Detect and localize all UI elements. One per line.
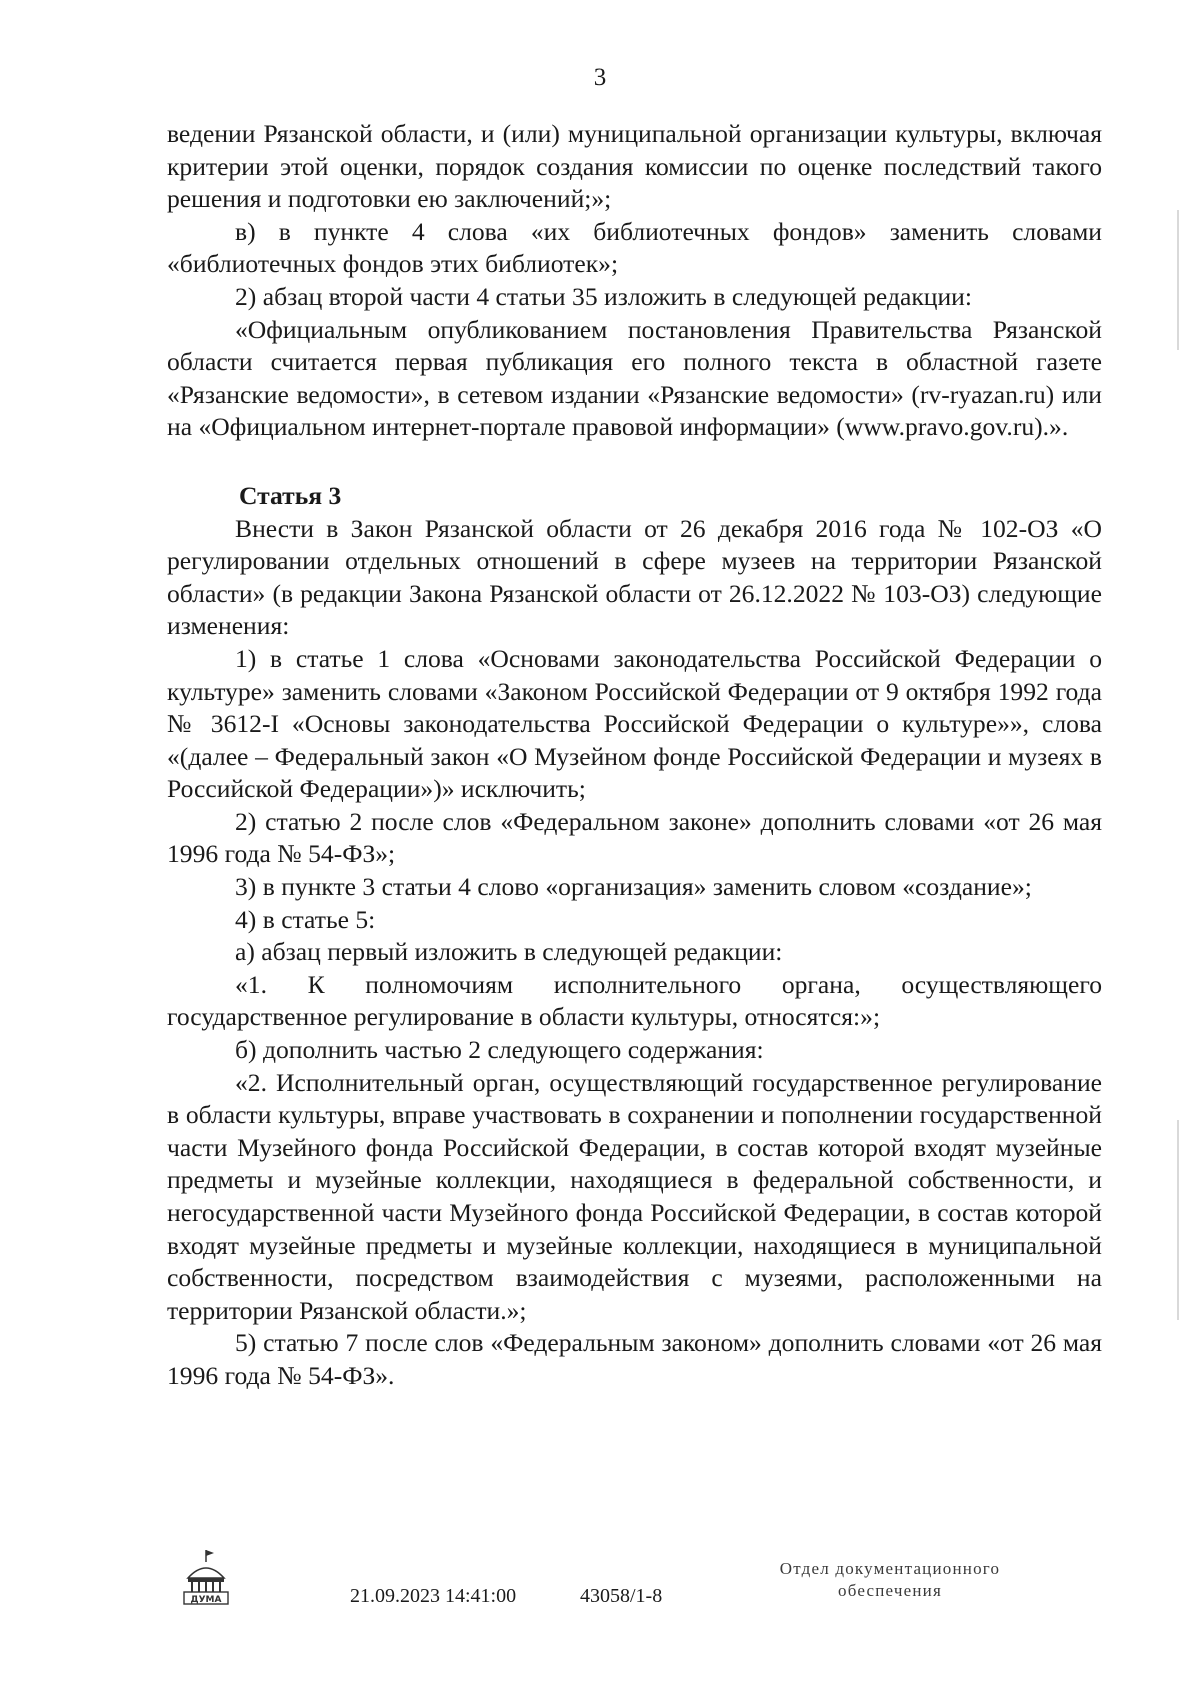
paragraph: в) в пункте 4 слова «их библиотечных фондов» заменить словами «библиотечных фондов этих библиотек»;: [167, 216, 1102, 279]
seal-text: ДУМА: [190, 1595, 222, 1605]
paragraph: 3) в пункте 3 статьи 4 слово «организация» заменить словом «создание»;: [235, 872, 1032, 902]
paragraph: «Официальным опубликованием постановления Правительства Рязанской области считается первая публикация его полного текста в областной газете «Рязанские ведомости», в сетевом издании «Рязанские ведомости» (rv-ryazan.ru) или на «Официальном интернет-портале правовой информации» (www.pravo.gov.ru).».: [167, 314, 1102, 442]
document-body: [167, 118, 1102, 1393]
paragraph: б) дополнить частью 2 следующего содержания:: [235, 1035, 764, 1065]
paragraph: ведении Рязанской области, и (или) муниципальной организации культуры, включая критерии этой оценки, порядок создания комиссии по оценке последствий такого решения и подготовки ею заключений;»;: [167, 119, 1102, 214]
page-number: 3: [593, 64, 607, 91]
footer-reg-number: 43058/1-8: [580, 1585, 663, 1607]
duma-seal-icon: [180, 1548, 232, 1606]
paragraph: Внести в Закон Рязанской области от 26 декабря 2016 года № 102-ОЗ «О регулировании отдельных отношений в сфере музеев на территории Рязанской области» (в редакции Закона Рязанской области от 26.12.2022 № 103-ОЗ) следующие изменения:: [167, 513, 1102, 641]
scan-margin-mark: [1177, 210, 1179, 350]
paragraph: 5) статью 7 после слов «Федеральным законом» дополнить словами «от 26 мая 1996 года № 54-ФЗ».: [167, 1328, 1102, 1390]
article-heading: Статья 3: [239, 480, 342, 510]
scan-margin-mark: [1177, 1120, 1179, 1320]
stamp-line-2: обеспечения: [838, 1581, 942, 1600]
stamp-line-1: Отдел документационного: [779, 1559, 1001, 1578]
paragraph: 4) в статье 5:: [235, 904, 376, 934]
paragraph: а) абзац первый изложить в следующей редакции:: [235, 937, 783, 967]
department-stamp: [745, 1558, 1035, 1602]
footer-datetime: 21.09.2023 14:41:00: [350, 1585, 517, 1607]
paragraph: 2) статью 2 после слов «Федеральном законе» дополнить словами «от 26 мая 1996 года № 54-ФЗ»;: [167, 806, 1102, 869]
paragraph: «2. Исполнительный орган, осуществляющий государственное регулирование в области культуры, вправе участвовать в сохранении и пополнении государственной части Музейного фонда Российской Федерации, в состав которой входят музейные предметы и музейные коллекции, находящиеся в федеральной собственности, и негосударственной части Музейного фонда Российской Федерации, в состав которой входят музейные предметы и музейные коллекции, находящиеся в муниципальной собственности, посредством взаимодействия с музеями, расположенными на территории Рязанской области.»;: [167, 1067, 1102, 1325]
paragraph: «1. К полномочиям исполнительного органа, осуществляющего государственное регулирование в области культуры, относятся:»;: [167, 969, 1102, 1032]
paragraph: 2) абзац второй части 4 статьи 35 изложить в следующей редакции:: [235, 281, 972, 311]
paragraph: 1) в статье 1 слова «Основами законодательства Российской Федерации о культуре» заменить словами «Законом Российской Федерации от 9 октября 1992 года № 3612-I «Основы законодательства Российской Федерации о культуре»», слова «(далее – Федеральный закон «О Музейном фонде Российской Федерации и музеях в Российской Федерации»)» исключить;: [167, 643, 1102, 804]
